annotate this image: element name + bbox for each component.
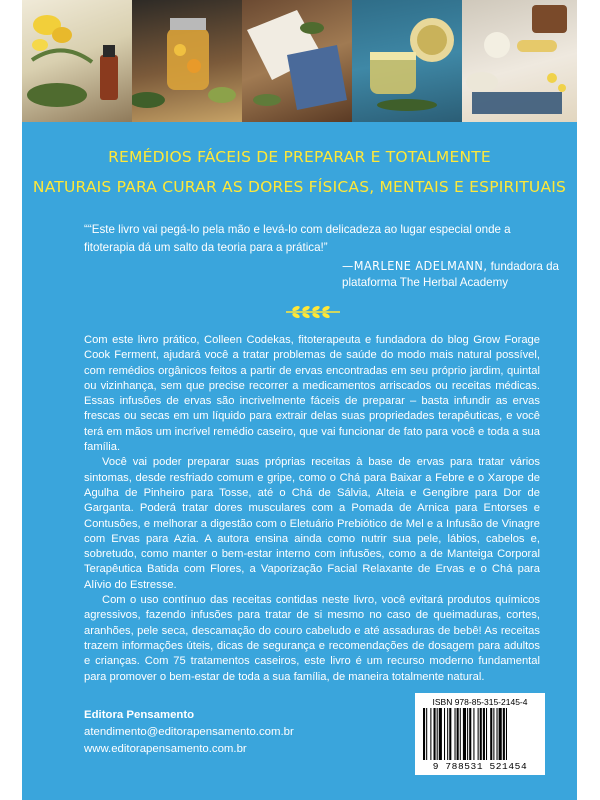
description-paragraph-3: Com o uso contínuo das receitas contidas neste livro, você evitará produtos químicos agressivos, fazendo infusões para tratar de si mesmo no caso de queimaduras, cortes, aranhões, pele seca, descamação do couro cabeludo e até assaduras de bebê! As receitas trazem informações úteis, dicas de segurança e recomendações de dosagem para adultos e crianças. Com 75 tratamentos caseiros, este livro é um recurso moderno fundamental para promover o bem-estar de toda a sua família, de maneira totalmente natural.: [84, 594, 540, 683]
barcode-bar: [447, 708, 448, 760]
barcode-bar: [503, 708, 505, 760]
barcode-bar: [449, 708, 451, 760]
quote-author: —MARLENE ADELMANN,: [342, 258, 488, 273]
endorsement-quote: ““Este livro vai pegá-lo pela mão e levá-lo com delicadeza ao lugar especial onde a fitoterapia dá um salto da teoria para a prática!”: [84, 223, 511, 254]
barcode-bar: [478, 708, 479, 760]
headline-line-1: REMÉDIOS FÁCEIS DE PREPARAR E TOTALMENTE: [108, 148, 491, 166]
quote-author-role: fundadora da: [490, 260, 559, 273]
herb-sprig-divider-icon: [284, 303, 342, 321]
photo-cloth-and-herbs: [242, 0, 352, 122]
publisher-info: [84, 707, 294, 758]
barcode-bar: [455, 708, 456, 760]
barcode-bar: [439, 708, 442, 760]
barcode-bar: [490, 708, 492, 760]
photo-flowers-and-tincture: [22, 0, 132, 122]
barcode-bar: [483, 708, 485, 760]
barcode-bar: [469, 708, 471, 760]
barcode-bar: [480, 708, 482, 760]
barcode-bar: [499, 708, 502, 760]
barcode-bar: [497, 708, 498, 760]
barcode-bar: [463, 708, 466, 760]
barcode-bar: [430, 708, 431, 760]
barcode-bar: [486, 708, 487, 760]
barcode-bar: [426, 708, 427, 760]
barcode-bar: [457, 708, 459, 760]
photo-jar-with-calendula: [132, 0, 242, 122]
publisher-website: www.editorapensamento.com.br: [84, 743, 247, 755]
publisher-name: Editora Pensamento: [84, 709, 195, 721]
barcode-bar: [437, 708, 438, 760]
barcode-bar: [434, 708, 436, 760]
quote-author-role-line-2: plataforma The Herbal Academy: [342, 276, 509, 289]
barcode-bar: [493, 708, 494, 760]
photo-salve-jars-and-flowers: [462, 0, 577, 122]
book-description: [84, 333, 540, 685]
herbal-photo-strip: [22, 0, 577, 122]
description-paragraph-1: Com este livro prático, Colleen Codekas, fitoterapeuta e fundadora do blog Grow Forage Cook Ferment, ajudará você a tratar problemas de saúde do modo mais natural possível, com remédios orgânicos feitos a partir de ervas encontradas em seu próprio jardim, quintal ou vizinhança, sem que precise recorrer a medicamentos arriscados ou receitas médicas. Essas infusões de ervas são incrivelmente fáceis de preparar – basta infundir as ervas frescas ou secas em um líquido para extrair delas suas propriedades terapêuticas, e você terá em mãos um incrível remédio caseiro, que vai funcionar de fato para você e toda a sua família.: [84, 334, 540, 454]
ean-digits: 9 788531 521454: [432, 761, 528, 772]
description-paragraph-2: Você vai poder preparar suas próprias receitas à base de ervas para tratar vários sintomas, desde resfriado comum e gripe, como o Chá para Baixar a Febre e o Xarope de Agulha de Pinheiro para Tosse, até o Chá de Sálvia, Alteia e Gengibre para Dor de Garganta. Poderá tratar dores musculares com a Pomada de Arnica para Entorses e Contusões, e melhorar a digestão com o Eletuário Prebiótico de Mel e a Infusão de Vinagre com Ervas para Azia. A autora ensina ainda como nutrir sua pele, lábios, cabelos e, sobretudo, como manter o bem-estar interno com infusões, como a de Manteiga Corporal Terapêutica Batida com Flores, a Vaporização Facial Relaxante de Ervas e o Chá para Alívio do Estresse.: [84, 456, 540, 591]
barcode-bars: [421, 708, 539, 760]
isbn-barcode: [415, 693, 545, 775]
barcode-bar: [506, 708, 507, 760]
barcode-bar: [444, 708, 445, 760]
barcode-bar: [460, 708, 461, 760]
headline-line-2: NATURAIS PARA CURAR AS DORES FÍSICAS, MENTAIS E ESPIRITUAIS: [32, 178, 567, 196]
barcode-bar: [423, 708, 425, 760]
publisher-email: atendimento@editorapensamento.com.br: [84, 726, 294, 738]
quote-attribution: [342, 258, 562, 273]
barcode-bar: [467, 708, 468, 760]
book-back-cover: [22, 0, 577, 800]
barcode-bar: [473, 708, 474, 760]
isbn-number: ISBN 978-85-315-2145-4: [432, 697, 528, 707]
photo-tea-cup-and-chamomile: [352, 0, 462, 122]
